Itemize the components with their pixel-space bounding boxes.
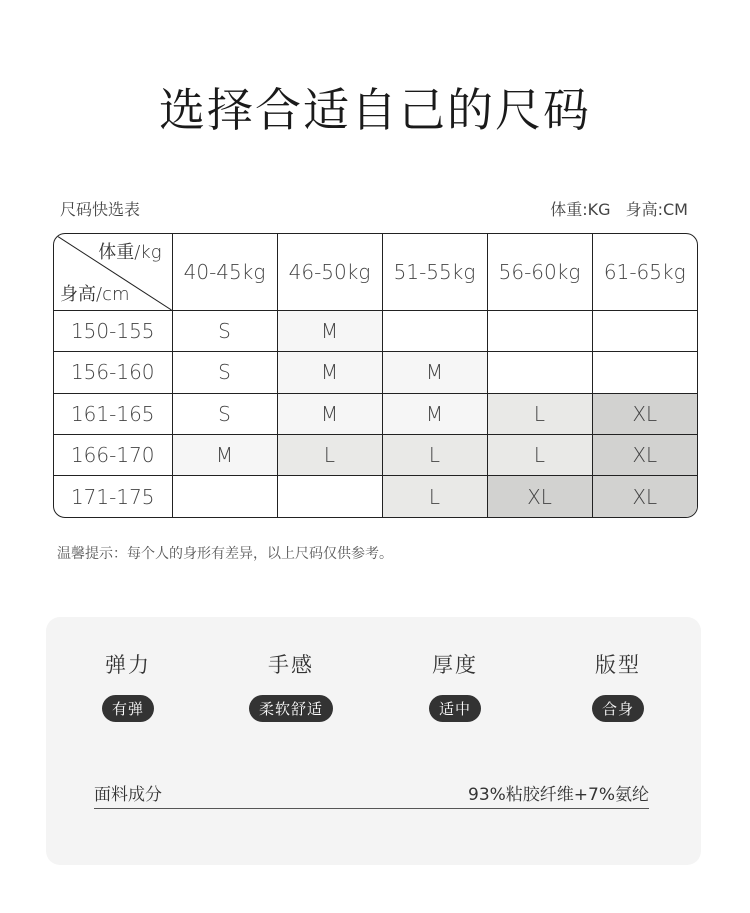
divider xyxy=(94,808,649,809)
size-cell xyxy=(382,311,487,352)
attribute-value-badge: 合身 xyxy=(592,695,644,722)
unit-note: 体重:KG 身高:CM xyxy=(550,200,688,219)
attribute-value-badge: 有弹 xyxy=(102,695,154,722)
size-cell xyxy=(172,476,277,517)
column-header: 61-65kg xyxy=(592,234,697,311)
attribute-label: 版型 xyxy=(595,653,641,677)
size-cell: M xyxy=(382,393,487,434)
row-header: 150-155 xyxy=(54,311,172,352)
size-tip: 温馨提示：每个人的身形有差异，以上尺码仅供参考。 xyxy=(57,546,393,562)
column-header: 46-50kg xyxy=(277,234,382,311)
size-cell xyxy=(592,352,697,393)
row-header: 161-165 xyxy=(54,393,172,434)
row-header: 171-175 xyxy=(54,476,172,517)
size-cell: S xyxy=(172,311,277,352)
table-row xyxy=(54,311,697,352)
page-title: 选择合适自己的尺码 xyxy=(159,83,591,137)
attribute-elasticity xyxy=(68,649,188,722)
height-axis-label: 身高/cm xyxy=(60,284,130,306)
fabric-composition-value: 93%粘胶纤维+7%氨纶 xyxy=(468,785,649,805)
row-header: 166-170 xyxy=(54,434,172,475)
size-cell xyxy=(277,476,382,517)
row-header: 156-160 xyxy=(54,352,172,393)
table-header-row xyxy=(54,234,697,311)
size-cell xyxy=(487,352,592,393)
attribute-value-badge: 柔软舒适 xyxy=(249,695,333,722)
column-header: 56-60kg xyxy=(487,234,592,311)
attribute-thickness xyxy=(395,649,515,722)
column-header: 51-55kg xyxy=(382,234,487,311)
size-cell xyxy=(592,311,697,352)
table-row xyxy=(54,476,697,517)
size-cell: S xyxy=(172,352,277,393)
column-header: 40-45kg xyxy=(172,234,277,311)
attribute-label: 厚度 xyxy=(432,653,478,677)
size-cell: XL xyxy=(592,434,697,475)
table-row xyxy=(54,393,697,434)
size-cell: L xyxy=(487,393,592,434)
corner-cell xyxy=(54,234,172,311)
attribute-hand-feel xyxy=(231,649,351,722)
size-cell: L xyxy=(382,434,487,475)
attribute-value-badge: 适中 xyxy=(429,695,481,722)
table-row xyxy=(54,352,697,393)
size-cell: L xyxy=(277,434,382,475)
fabric-info-panel xyxy=(46,617,701,865)
table-row xyxy=(54,434,697,475)
size-cell: L xyxy=(487,434,592,475)
size-cell: M xyxy=(382,352,487,393)
size-cell: XL xyxy=(592,393,697,434)
fabric-composition-label: 面料成分 xyxy=(94,785,162,805)
size-cell: XL xyxy=(487,476,592,517)
size-cell: M xyxy=(277,311,382,352)
size-cell: M xyxy=(277,352,382,393)
size-chart-heading: 尺码快选表 xyxy=(60,200,141,219)
size-cell: L xyxy=(382,476,487,517)
attribute-label: 弹力 xyxy=(105,653,151,677)
weight-axis-label: 体重/kg xyxy=(98,242,162,263)
size-cell: XL xyxy=(592,476,697,517)
attribute-label: 手感 xyxy=(268,653,314,677)
size-table xyxy=(53,233,698,518)
size-cell: S xyxy=(172,393,277,434)
size-cell: M xyxy=(172,434,277,475)
size-cell: M xyxy=(277,393,382,434)
attribute-fit xyxy=(558,649,678,722)
size-cell xyxy=(487,311,592,352)
